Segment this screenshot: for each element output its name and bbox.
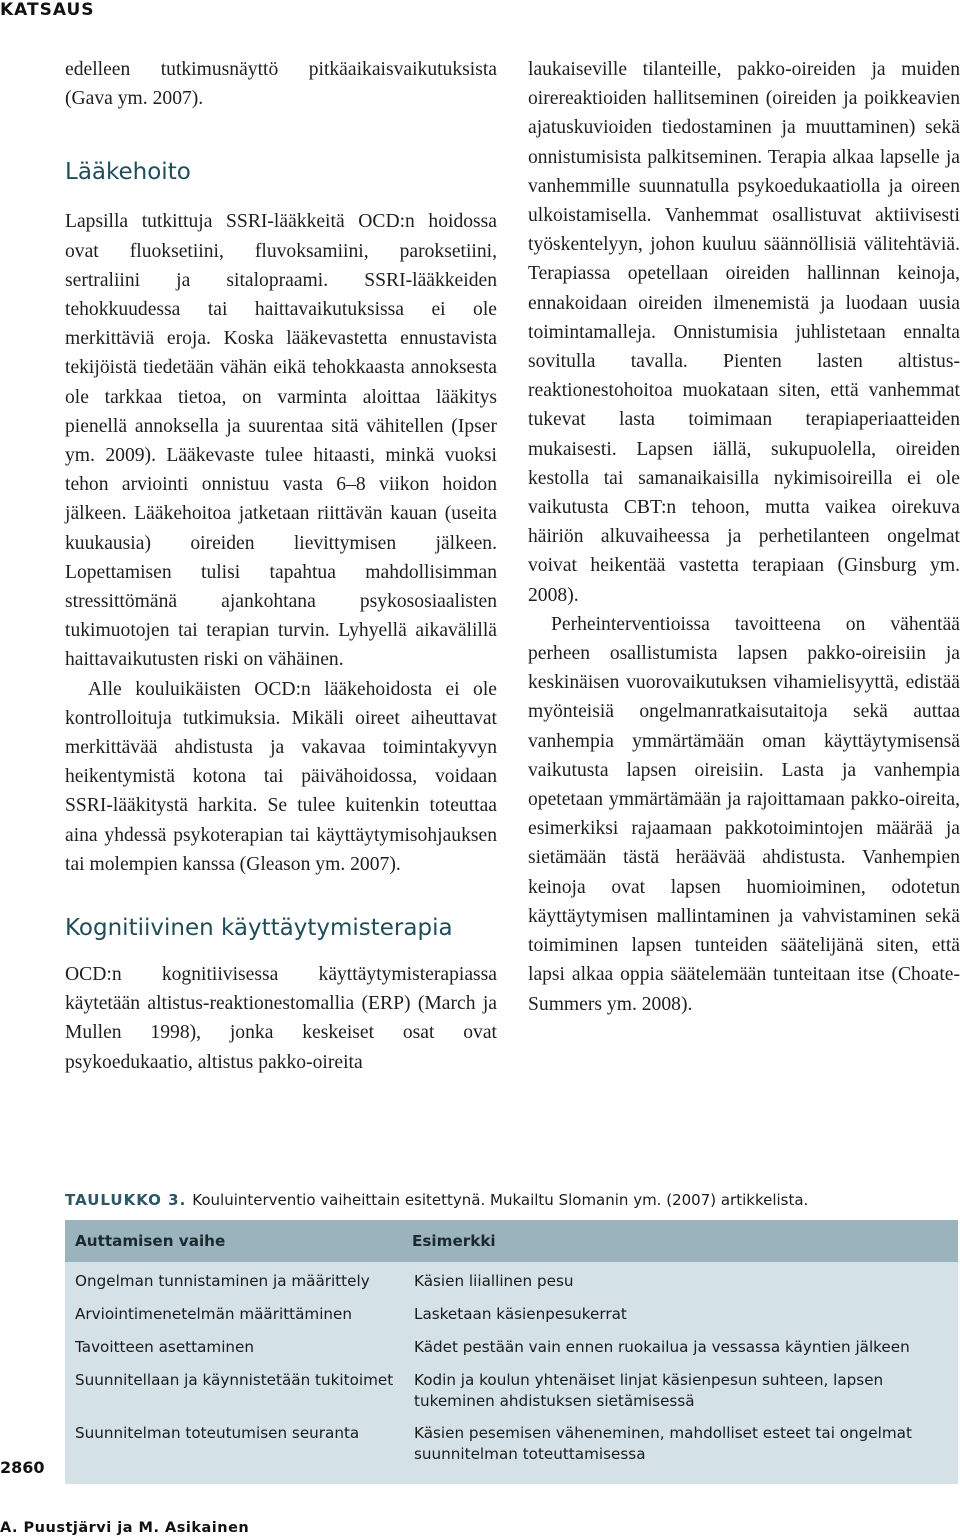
heading-laakehoito: Lääkehoito [65,159,191,186]
table-cell-example: Kädet pestään vain ennen ruokailua ja vessassa käyntien jälkeen [414,1338,910,1356]
table-header-row [65,1220,958,1262]
table-cell-phase: Suunnitellaan ja käynnistetään tukitoimet [75,1371,394,1389]
table-cell-example: Käsien liiallinen pesu [414,1272,574,1290]
table-cell-phase: Tavoitteen asettaminen [75,1338,255,1356]
table-body [65,1262,958,1484]
paragraph-kbt-1: OCD:n kognitiivisessa käyttäytymisterapiassa käytetään altistus-reaktionestomallia (ERP) (March ja Mullen 1998), jonka keskeiset osat ovat psykoedukaatio, altistus pakko-oireita [65,964,497,1073]
table-cell-phase: Arviointimenetelmän määrittäminen [75,1305,353,1323]
page-number: 2860 [0,1458,45,1477]
table-header-example: Esimerkki [412,1231,496,1250]
table-cell-phase: Ongelman tunnistaminen ja määrittely [75,1272,370,1290]
table-cell-example: Käsien pesemisen väheneminen, mahdolliset esteet tai ongelmat suunnitelman toteuttamisessa [414,1424,912,1463]
table-cell-phase: Suunnitelman toteutumisen seuranta [75,1424,360,1442]
paragraph-laakehoito-2: Alle kouluikäisten OCD:n lääkehoidosta ei ole kontrolloituja tutkimuksia. Mikäli oireet aiheuttavat merkittävää ahdistusta ja vakavaa toimintakyvyn heikentymistä kotona tai päivähoidossa, voidaan SSRI-lääkitystä harkita. Se tulee kuitenkin toteuttaa aina yhdessä psykoterapian tai käyttäytymisohjauksen tai molempien kanssa (Gleason ym. 2007). [65,678,497,875]
paragraph-perheinterventiot: Perheinterventioissa tavoitteena on vähentää perheen osallistumista lapsen pakko-oireisiin ja keskinäisen vuorovaikutuksen vihamielisyyttä, edistää myönteisiä ongelmanratkaisutaitoja sekä auttaa vanhempia ymmärtämään oman käyttäytymisensä vaikutusta lapsen oireisiin. Lasta ja vanhempia opetetaan ymmärtämään ja rajoittamaan pakko-oireita, esimerkiksi rajaamaan pakkotoimintojen määrää ja sietämään tästä heräävää ahdistusta. Vanhempien keinoja ovat lapsen huomioiminen, odotetun käyttäytymisen mallintaminen ja vahvistaminen sekä toimiminen lapsen tunteiden säätelijänä siten, että lapsi alkaa oppia säätelemään tunteitaan itse (Choate-Summers ym. 2008). [528,613,960,1015]
table-caption-label: TAULUKKO 3. [65,1191,187,1209]
section-label: KATSAUS [0,0,95,20]
table [65,1220,958,1484]
table-cell-example: Kodin ja koulun yhtenäiset linjat käsienpesun suhteen, lapsen tukeminen ahdistuksen sietämisessä [414,1371,884,1410]
table-caption-text: Kouluinterventio vaiheittain esitettynä. Mukailtu Slomanin ym. (2007) artikkelista. [192,1191,809,1209]
intro-paragraph: edelleen tutkimusnäyttö pitkäaikaisvaikutuksista (Gava ym. 2007). [65,59,497,110]
heading-kognitiivinen: Kognitiivinen käyttäytymisterapia [65,915,453,942]
table-cell-example: Lasketaan käsienpesukerrat [414,1305,627,1323]
table-row [65,1358,958,1412]
table-caption [65,1190,945,1210]
table-row [65,1265,958,1292]
table-row [65,1292,958,1325]
authors-footer: A. Puustjärvi ja M. Asikainen [0,1520,250,1536]
left-column [65,55,497,1077]
paragraph-laakehoito-1: Lapsilla tutkittuja SSRI-lääkkeitä OCD:n hoidossa ovat fluoksetiini, fluvoksamiini, paroksetiini, sertraliini ja sitalopraami. SSRI-lääkkeiden tehokkuudessa tai haittavaikutuksissa ei ole merkittäviä eroja. Koska lääkevastetta ennustavista tekijöistä tiedetään vähän eikä tehokkaasta annoksesta ole tarkkaa tietoa, on varminta aloittaa lääkitys pienellä annoksella ja suurentaa sitä vähitellen (Ipser ym. 2009). Lääkevaste tulee hitaasti, minkä vuoksi tehon arviointi onnistuu vasta 6–8 viikon hoidon jälkeen. Lääkehoitoa jatketaan riittävän kauan (useita kuukausia) oireiden lievittymisen jälkeen. Lopettamisen tulisi tapahtua mahdollisimman stressittömänä ajankohtana psykososiaalisten tukimuotojen tai terapian turvin. Lyhyellä aikavälillä haittavaikutusten riski on vähäinen. [65,211,497,671]
table-header-phase: Auttamisen vaihe [75,1231,226,1250]
right-column [528,55,960,1019]
table-row [65,1325,958,1358]
paragraph-kbt-2: laukaiseville tilanteille, pakko-oireiden ja muiden oirereaktioiden hallitseminen (oireiden ja poikkeavien ajatuskuvioiden tiedostaminen ja muuttaminen) sekä onnistumisista palkitseminen. Terapia alkaa lapselle ja vanhemmille suunnatulla psykoedukaatiolla ja oireen ulkoistamisella. Vanhemmat osallistuvat aktiivisesti työskentelyyn, johon kuuluu säännöllisiä välitehtäviä. Terapiassa opetellaan oireiden hallinnan keinoja, ennakoidaan oireiden ilmenemistä ja luodaan uusia toimintamalleja. Onnistumisia juhlistetaan ennalta sovitulla tavalla. Pienten lasten altistus-reaktionestohoitoa muokataan siten, että vanhemmat tukevat lasta toimimaan terapiaperiaatteiden mukaisesti. Lapsen iällä, sukupuolella, oireiden kestolla tai samanaikaisilla nykimisoireilla ei ole vaikutusta CBT:n tehoon, mutta vaikea oirekuva häiriön alkuvaiheessa ja perhetilanteen ongelmat voivat heikentää vastetta terapiaan (Ginsburg ym. 2008). [528,59,960,606]
table-row [65,1412,958,1465]
